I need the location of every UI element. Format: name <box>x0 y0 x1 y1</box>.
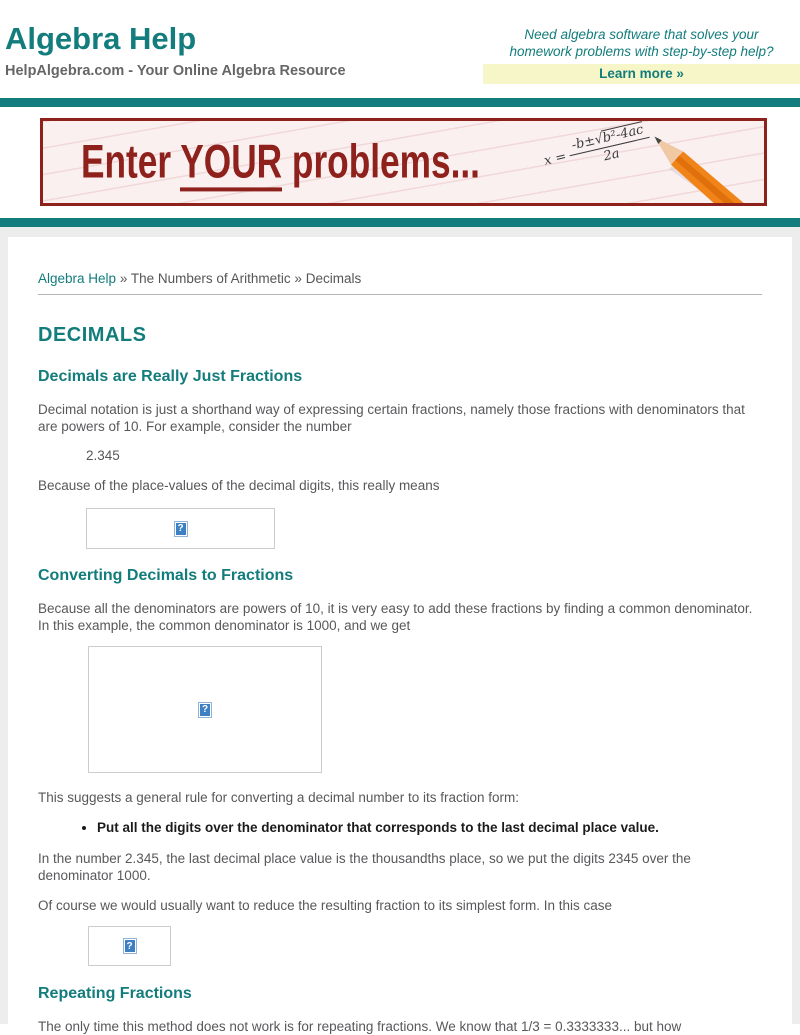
paragraph: Because of the place-values of the decimal digits, this really means <box>38 478 440 493</box>
banner-headline-emphasis: YOUR <box>180 134 282 191</box>
breadcrumb-current: Decimals <box>305 271 362 286</box>
page-background <box>0 227 800 1034</box>
promo-text-line2: homework problems with step-by-step help? <box>509 44 774 59</box>
broken-image-placeholder <box>86 508 275 549</box>
site-title: Algebra Help <box>5 21 197 56</box>
radical-sign: √ <box>593 131 605 148</box>
banner-headline-after: problems... <box>282 134 480 188</box>
site-header <box>0 0 800 98</box>
breadcrumb <box>38 270 762 287</box>
breadcrumb-home-link[interactable]: Algebra Help <box>38 271 117 286</box>
paragraph: Of course we would usually want to reduce the resulting fraction to its simplest form. In this case <box>38 898 613 913</box>
paragraph: The only time this method does not work is for repeating fractions. We know that 1/3 = 0.3333333... but how <box>38 1019 682 1034</box>
broken-image-icon: ? <box>198 702 212 718</box>
rule-list <box>38 819 762 836</box>
breadcrumb-divider <box>38 294 762 295</box>
formula-radicand: b²-4ac <box>601 122 645 147</box>
section-heading-repeating: Repeating Fractions <box>38 985 192 1002</box>
paragraph: This suggests a general rule for converting a decimal number to its fraction form: <box>38 790 519 805</box>
banner-headline <box>81 133 613 188</box>
section-heading-fractions: Decimals are Really Just Fractions <box>38 368 303 385</box>
formula-denominator: 2a <box>602 146 622 165</box>
section-heading-converting: Converting Decimals to Fractions <box>38 567 294 584</box>
ad-banner[interactable] <box>40 118 767 206</box>
breadcrumb-section: The Numbers of Arithmetic <box>130 271 291 286</box>
banner-headline-before: Enter <box>81 134 181 188</box>
banner-strip <box>0 107 800 218</box>
formula-numerator-prefix: -b± <box>570 133 597 154</box>
paragraph: In the number 2.345, the last decimal place value is the thousandths place, so we put the digits 2345 over the denominator 1000. <box>38 851 691 883</box>
learn-more-button[interactable]: Learn more » <box>483 64 800 84</box>
breadcrumb-separator: » <box>119 271 128 286</box>
broken-image-icon: ? <box>123 938 137 954</box>
broken-image-placeholder <box>88 926 171 966</box>
paragraph: Because all the denominators are powers of 10, it is very easy to add these fractions by finding a common denominator. In this example, the common denominator is 1000, and we get <box>38 601 753 633</box>
divider-bar-bottom <box>0 218 800 227</box>
site-logo[interactable] <box>5 22 346 79</box>
rule-list-item: • Put all the digits over the denominator that corresponds to the last decimal place value. <box>97 819 762 836</box>
broken-image-placeholder <box>88 646 322 773</box>
pencil-icon <box>629 121 764 206</box>
site-tagline: HelpAlgebra.com - Your Online Algebra Resource <box>5 63 346 79</box>
example-number: 2.345 <box>86 448 120 463</box>
breadcrumb-separator: » <box>294 271 302 286</box>
formula-prefix: x = <box>542 149 568 169</box>
header-promo <box>483 26 800 84</box>
broken-image-icon: ? <box>174 521 188 537</box>
page-title: DECIMALS <box>38 324 147 346</box>
divider-bar-top <box>0 98 800 107</box>
promo-text-line1: Need algebra software that solves your <box>524 27 759 42</box>
paragraph: Decimal notation is just a shorthand way of expressing certain fractions, namely those fractions with denominators that are powers of 10. For example, consider the number <box>38 402 745 434</box>
content-card <box>8 237 792 1034</box>
